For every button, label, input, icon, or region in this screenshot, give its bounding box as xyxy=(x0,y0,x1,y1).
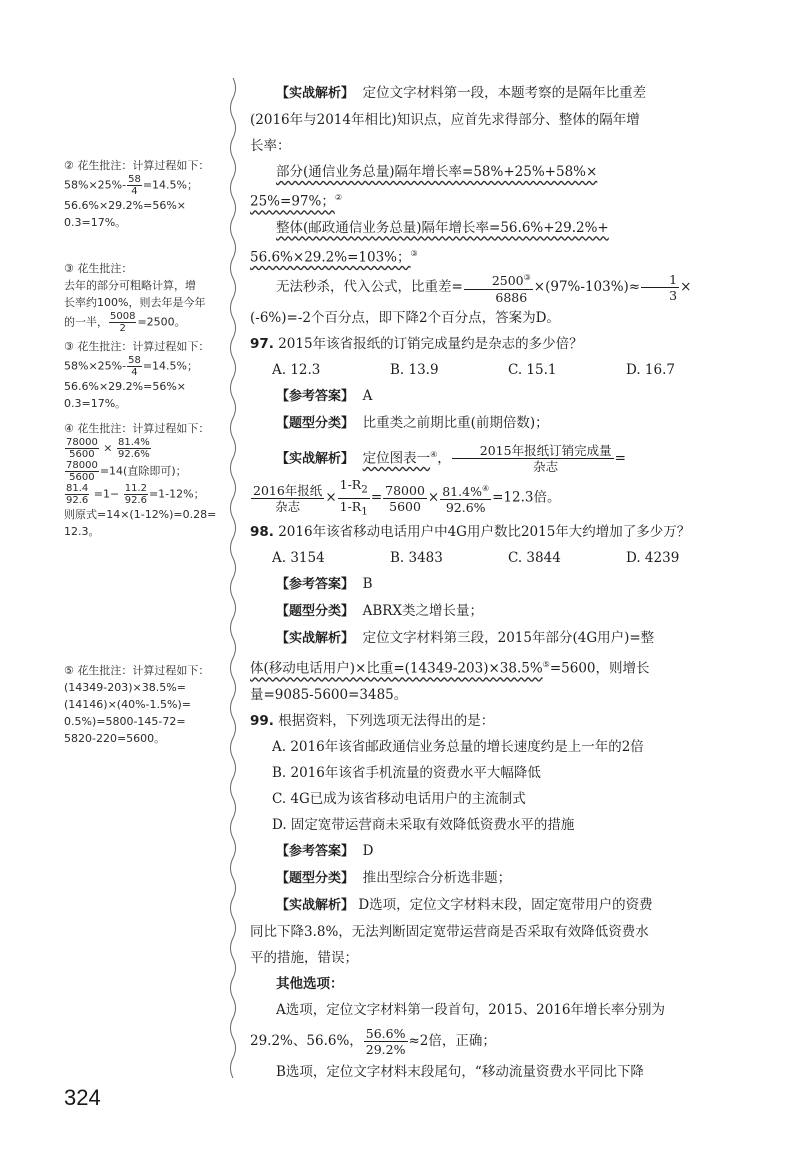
answer: B xyxy=(362,576,373,593)
page-number: 324 xyxy=(64,1085,101,1110)
options-row xyxy=(250,545,750,571)
side-note-1: ② 花生批注：计算过程如下： 58%×25%- $\frac{58}{4}$ =14.5%； 56.6%×29.2%=56%× 0.3=17%。 xyxy=(64,157,232,231)
side-note-title: ⑤ 花生批注：计算过程如下： xyxy=(64,664,210,677)
question-99: 99. 根据资料，下列选项无法得出的是： A. 2016年该省邮政通信业务总量的增长速度约是上一年的2倍 B. 2016年该省手机流量的资费水平大幅降低 C. 4G已成为该省移动电话用户的主流制式 D. 固定宽带运营商未采取有效降低资费水平的措施 【参考答案】 D 【题型分类】 推出型综合分析选非题； 【实战解析】 D选项，定位文字材料末段，固定宽带用户的资费 同比下降3.8%，无法判断固定宽带运营商是否采取有效降低资费水 平的措施，错误； 其他选项： A选项，定位文字材料第一段首句，2015、2016年增长率分别为 29.2%、56.6%， $\frac{56.6\%}{29.2\%}$ ≈2倍，正确； B选项，定位文字材料末段尾句，“移动流量资费水平同比下降 xyxy=(250,708,750,1085)
option-c: C. 3844 xyxy=(508,550,561,567)
side-note-title: ③ 花生批注：计算过程如下： xyxy=(64,340,210,353)
q96-analysis: 【实战解析】 定位文字材料第一段，本题考察的是隔年比重差 (2016年与2014年相比)知识点，应首先求得部分、整体的隔年增 长率： 部分(通信业务总量)隔年增长率=58%+25%+58%× 25%=97%；② 整体(邮政通信业务总量)隔年增长率=56.6%+29.2%+ 56.6%×29.2%=103%；③ 无法秒杀，代入公式，比重差= $\frac{2500^③}{6886}$ ×(97%-103%)≈ $\frac{1}{3}$ × (-6%)=-2个百分点，即下降2个百分点，答案为D。 xyxy=(250,85,692,326)
option-d: D. 16.7 xyxy=(626,361,675,378)
option-c: C. 4G已成为该省移动电话用户的主流制式 xyxy=(272,790,526,807)
other-options-title: 其他选项： xyxy=(276,975,344,992)
question-number: 99. xyxy=(250,712,274,729)
option-b: B. 13.9 xyxy=(390,361,439,378)
side-note-title: ③ 花生批注： xyxy=(64,262,133,275)
side-note-3: ③ 花生批注：计算过程如下： 58%×25%- $\frac{58}{4}$ =14.5%； 56.6%×29.2%=56%× 0.3=17%。 xyxy=(64,338,232,412)
main-column xyxy=(250,80,750,1085)
side-note-4: ④ 花生批注：计算过程如下： $\frac{78000}{5600}$ × $\frac{81.4\%}{92.6\%}$ $\frac{78000}{5600}$ =14(直除即可)； $\frac{81.4}{92.6}$ =1− $\frac{11.2}{92.6}$ =1-12%； 则原式=14×(1-12%)=0.28= 12.3。 xyxy=(64,420,232,540)
option-a: A. 3154 xyxy=(272,550,325,567)
question-97: 97. 2015年该省报纸的订销完成量约是杂志的多少倍？ A. 12.3 B. 13.9 C. 15.1 D. 16.7 【参考答案】 A 【题型分类】 比重类之前期比重(前期倍数)； 【实战解析】 定位图表一④， $\frac{\text{2015年报纸订销完成量}}{\text{杂志}}$ = $\frac{\text{2016年报纸}}{\text{杂志}}$ × $\frac{1-R_2}{1-R_1}$ = $\frac{78000}{5600}$ × $\frac{81.4\%^④}{92.6\%}$ =12.3倍。 xyxy=(250,331,750,520)
answer: A xyxy=(362,387,373,404)
question-stem: 2016年该省移动电话用户中4G用户数比2015年大约增加了多少万？ xyxy=(278,524,691,541)
option-c: C. 15.1 xyxy=(508,361,557,378)
side-note-2: ③ 花生批注： 去年的部分可粗略计算，增 长率约100%，则去年是今年 的一半， $\frac{5008}{2}$ =2500。 xyxy=(64,260,232,334)
option-a: A. 2016年该省邮政通信业务总量的增长速度约是上一年的2倍 xyxy=(272,738,644,755)
option-b: B. 2016年该省手机流量的资费水平大幅降低 xyxy=(272,764,541,781)
answer: D xyxy=(362,842,374,859)
question-number: 97. xyxy=(250,335,274,352)
question-number: 98. xyxy=(250,524,274,541)
options-row xyxy=(250,357,750,383)
side-note-title: ② 花生批注：计算过程如下： xyxy=(64,159,210,172)
analysis-label: 【实战解析】 xyxy=(276,86,355,101)
side-note-5: ⑤ 花生批注：计算过程如下： (14349-203)×38.5%= (14146)×(40%-1.5%)= 0.5%)=5800-145-72= 5820-220=5600。 xyxy=(64,662,232,747)
option-b: B. 3483 xyxy=(390,550,443,567)
question-stem: 2015年该省报纸的订销完成量约是杂志的多少倍？ xyxy=(278,335,583,352)
option-d: D. 4239 xyxy=(626,550,680,567)
question-stem: 根据资料，下列选项无法得出的是： xyxy=(278,712,495,729)
option-d: D. 固定宽带运营商未采取有效降低资费水平的措施 xyxy=(272,816,575,833)
side-note-title: ④ 花生批注：计算过程如下： xyxy=(64,422,210,435)
question-98: 98. 2016年该省移动电话用户中4G用户数比2015年大约增加了多少万？ A. 3154 B. 3483 C. 3844 D. 4239 【参考答案】 B 【题型分类】 ABRX类之增长量； 【实战解析】 定位文字材料第三段，2015年部分(4G用户)=整 体(移动电话用户)×比重=(14349-203)×38.5%⑤=5600，则增长 量=9085-5600=3485。 xyxy=(250,519,750,708)
option-a: A. 12.3 xyxy=(272,361,321,378)
